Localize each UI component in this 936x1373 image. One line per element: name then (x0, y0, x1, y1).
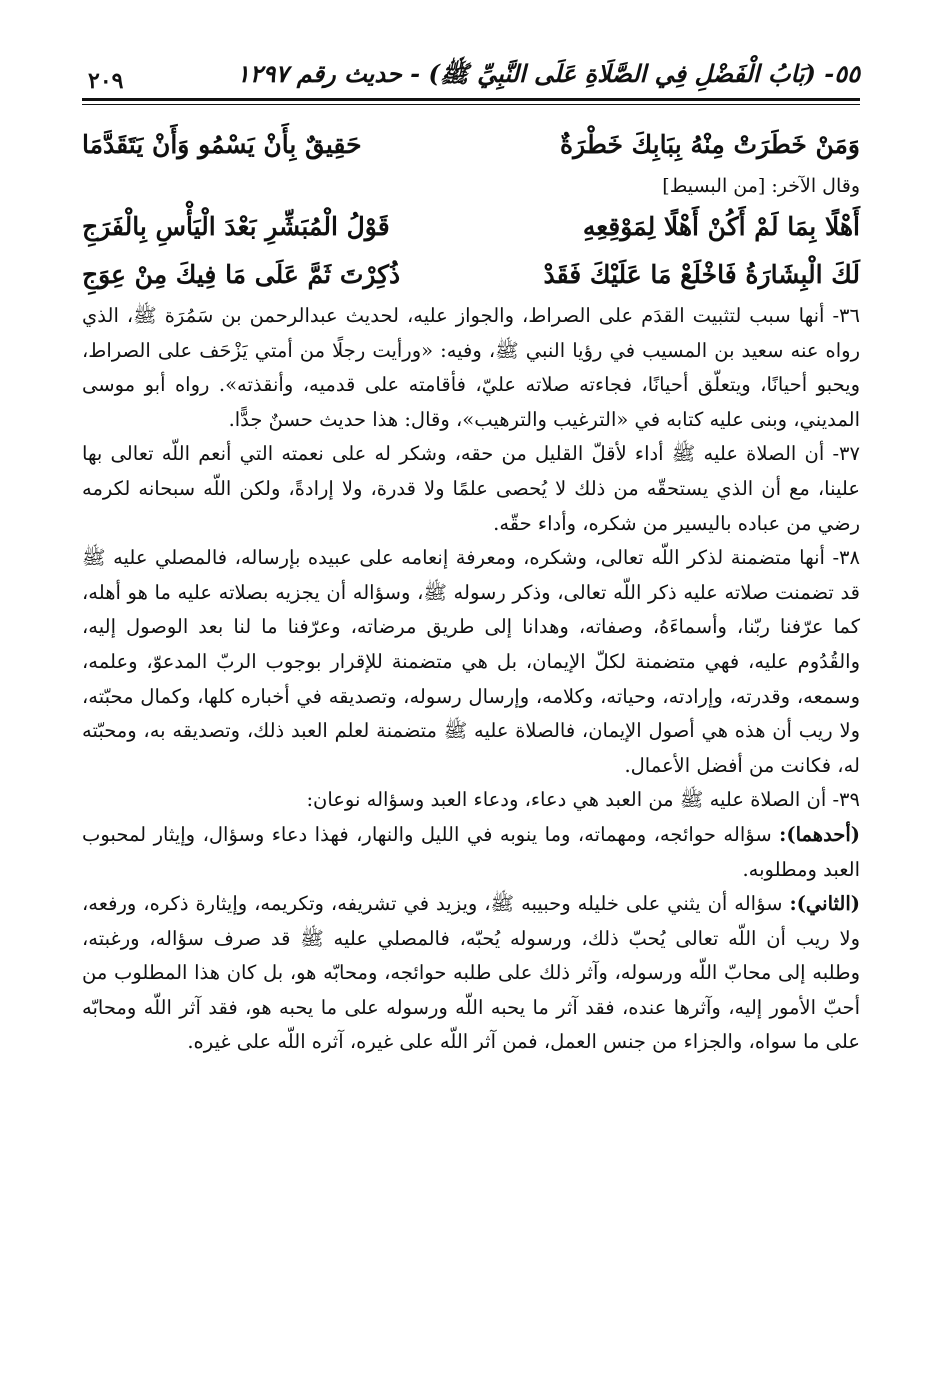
chapter-title: ٥٥- (بَابُ الْفَضْلِ فِي الصَّلَاةِ عَلَى النَّبِيِّ ﷺ) - حديث رقم ١٢٩٧ (236, 59, 860, 88)
paragraph-second-type (82, 887, 860, 1060)
paragraph-36: ٣٦- أنها سبب لتثبيت القدَم على الصراط، والجواز عليه، لحديث عبدالرحمن بن سَمُرَة ﷺ، الذي رواه عنه سعيد بن المسيب في رؤيا النبي ﷺ، وفيه: «ورأيت رجلًا من أمتي يَزْحَف على الصراط، ويحبو أحيانًا، ويتعلّق أحيانًا، فجاءته صلاته عليّ، فأقامته على قدميه، وأنقذته». رواه أبو موسى المديني، وبنى عليه كتابه في «الترغيب والترهيب»، وقال: هذا حديث حسنٌ جدًّا. (82, 304, 860, 431)
paragraph-38: ٣٨- أنها متضمنة لذكر اللّه تعالى، وشكره، ومعرفة إنعامه على عبيده بإرساله، فالمصلي عليه ﷺ قد تضمنت صلاته عليه ذكر اللّه تعالى، وذكر رسوله ﷺ، وسؤاله أن يجزيه بصلاته عليه ما هو أهله، كما عرّفنا ربّنا، وأسماءَهُ، وصفاته، وهدانا إلى طريق مرضاته، وعرّفنا ما لنا بعد الوصول إليه، والقُدُوم عليه، فهي متضمنة لكلّ الإيمان، بل هي متضمنة للإقرار بوجوب الربّ المدعوّ، وعلمه، وسمعه، وقدرته، وإرادته، وحياته، وكلامه، وإرسال رسوله، وتصديقه في أخباره كلها، وكمال محبّته، ولا ريب أن هذه هي أصول الإيمان، فالصلاة عليه ﷺ متضمنة لعلم العبد ذلك، وتصديقه به، ومحبّته له، فكانت من أفضل الأعمال. (82, 546, 860, 777)
header-rule (82, 98, 860, 105)
paragraph-39: ٣٩- أن الصلاة عليه ﷺ من العبد هي دعاء، ودعاء العبد وسؤاله نوعان: (306, 788, 860, 812)
first-type-label: (أحدهما): (779, 822, 860, 846)
paragraph-first-type (82, 818, 860, 887)
running-header (82, 56, 860, 94)
verse-second-hemistich: ذُكِرْتَ ثَمَّ عَلَى مَا فِيكَ مِنْ عِوَجِ (82, 260, 401, 289)
meter-caption: وقال الآخر: [من البسيط] (662, 175, 860, 197)
verse-first-hemistich: وَمَنْ خَطَرَتْ مِنْهُ بِبَابِكَ خَطْرَةٌ (560, 130, 860, 159)
page-number: ٢٠٩ (88, 68, 124, 94)
paragraph-37: ٣٧- أن الصلاة عليه ﷺ أداء لأقلّ القليل من حقه، وشكر له على نعمته التي أنعم اللّه تعالى بها علينا، مع أن الذي يستحقّه من ذلك لا يُحصى علمًا ولا قدرة، ولا إرادةً، ولكن اللّه سبحانه لكرمه رضي من عباده باليسير من شكره، وأداء حقّه. (82, 442, 860, 535)
second-type-label: (الثاني): (789, 892, 860, 916)
verse-second-hemistich: قَوْلُ الْمُبَشِّرِ بَعْدَ الْيَأْسِ بِالْفَرَجِ (82, 212, 390, 241)
verse-first-hemistich: أَهْلًا بِمَا لَمْ أَكُنْ أَهْلًا لِمَوْقِعِهِ (582, 212, 860, 241)
verse-second-hemistich: حَقِيقٌ بِأَنْ يَسْمُو وَأَنْ يَتَقَدَّمَا (82, 130, 362, 159)
first-type-text: سؤاله حوائجه، ومهماته، وما ينوبه في الليل والنهار، فهذا دعاء وسؤال، وإيثار لمحبوب العبد ومطلوبه. (82, 822, 860, 881)
second-type-text: سؤاله أن يثني على خليله وحبيبه ﷺ، ويزيد في تشريفه، وتكريمه، وإيثارة ذكره، ورفعه، ولا ريب أن اللّه تعالى يُحبّ ذلك، ورسوله يُحبّه، فالمصلي عليه ﷺ قد صرف سؤاله، ورغبته، وطلبه إلى محابّ اللّه ورسوله، وآثر ذلك على طلبه حوائجه، ومحابّه هو، بل كان هذا المطلوب من أحبّ الأمور إليه، وآثرها عنده، فقد آثر ما يحبه اللّه ورسوله على ما يحبه هو، فقد آثر اللّه ومحابّه على ما سواه، والجزاء من جنس العمل، فمن آثر اللّه على غيره، آثره اللّه على غيره. (82, 892, 860, 1054)
poem-verse (82, 251, 860, 299)
verse-first-hemistich: لَكَ الْبِشَارَةُ فَاخْلَعْ مَا عَلَيْكَ فَقَدْ (543, 260, 860, 289)
book-page (82, 56, 860, 1060)
poem-verse (82, 203, 860, 251)
poem-verse (82, 121, 860, 169)
